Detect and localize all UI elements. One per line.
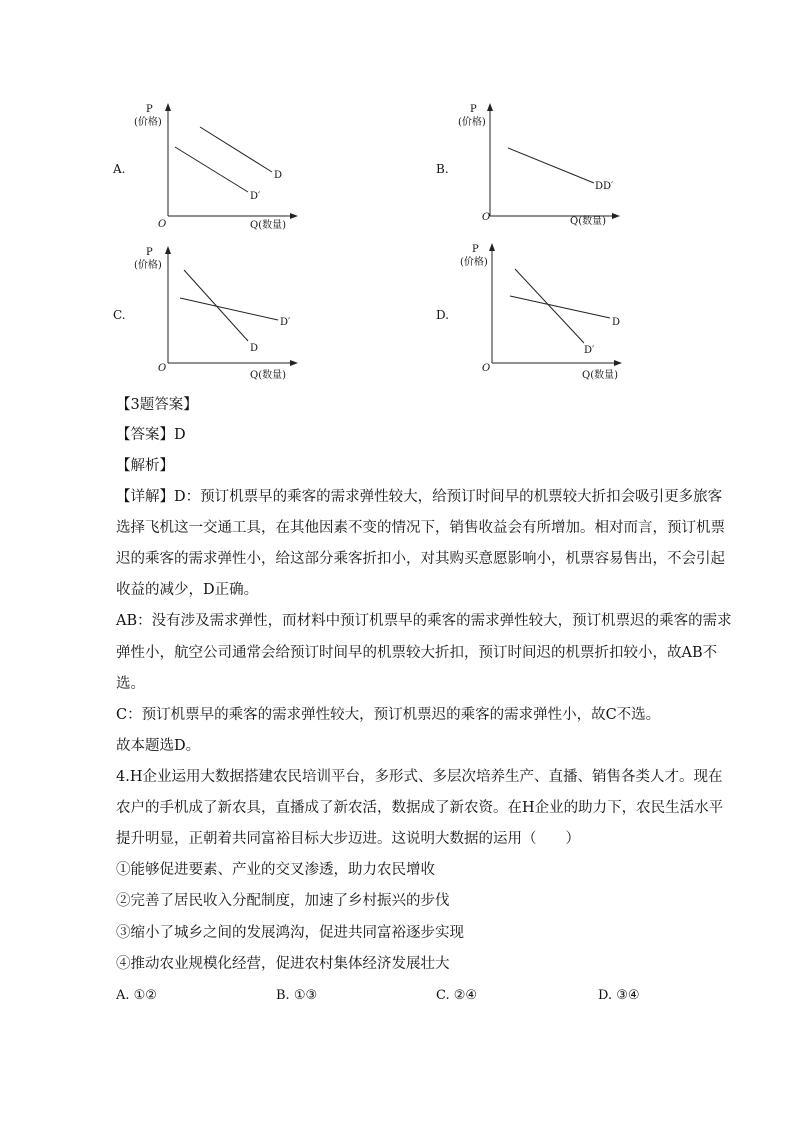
q4-stem-line: 提升明显，正朝着共同富裕目标大步迈进。这说明大数据的运用（ ）: [116, 831, 580, 847]
curve-label-d: D: [612, 317, 621, 328]
curve-label-dd-prime: DD′: [595, 181, 614, 192]
p-axis-arrow: [489, 243, 495, 251]
choice-b[interactable]: B. ①③: [276, 988, 318, 1003]
detail-line: 选择飞机这一交通工具，在其他因素不变的情况下，销售收益会有所增加。相对而言，预订机票: [116, 520, 725, 536]
demand-curve-d: [200, 127, 272, 172]
p-unit-label: (价格): [458, 117, 486, 128]
choice-c[interactable]: C. ②④: [436, 988, 478, 1003]
q-axis-arrow: [290, 360, 298, 366]
p-label: P: [146, 104, 153, 115]
curve-label-d-prime: D′: [584, 345, 595, 356]
choice-a[interactable]: A. ①②: [116, 988, 157, 1003]
detail-line: 【详解】D：预订机票早的乘客的需求弹性较大，给预订时间早的机票较大折扣会吸引更多旅客: [116, 489, 723, 505]
option-c-label: C.: [113, 308, 126, 322]
p-axis-arrow: [487, 103, 493, 111]
statement-2: ②完善了居民收入分配制度，加速了乡村振兴的步伐: [116, 893, 450, 909]
statement-1: ①能够促进要素、产业的交叉渗透，助力农民增收: [116, 862, 435, 878]
demand-curve-dd-prime: [508, 148, 594, 183]
conclusion-line: 故本题选D。: [116, 738, 201, 754]
graph-d: [452, 238, 632, 383]
answer-value: D: [174, 427, 186, 443]
curve-label-d: D: [274, 170, 283, 181]
p-unit-label: (价格): [460, 257, 488, 268]
statement-4: ④推动农业规模化经营，促进农村集体经济发展壮大: [116, 956, 450, 972]
q3-header: 【3题答案】: [116, 397, 198, 413]
q-axis-arrow: [614, 360, 622, 366]
q-label: Q(数量): [582, 370, 619, 381]
graph-a: [130, 100, 310, 235]
demand-curve-d-prime: [175, 147, 248, 192]
q-label: Q(数量): [570, 216, 607, 227]
graph-c: [130, 243, 310, 383]
origin-label: O: [158, 219, 167, 230]
curve-label-d-prime: D′: [280, 317, 291, 328]
p-axis-arrow: [165, 103, 171, 111]
statement-3: ③缩小了城乡之间的发展鸿沟，促进共同富裕逐步实现: [116, 925, 464, 941]
choice-d[interactable]: D. ③④: [598, 988, 640, 1003]
analysis-label: 【解析】: [116, 458, 174, 474]
ab-line: 选。: [116, 676, 145, 692]
p-label: P: [472, 244, 479, 255]
demand-curve-d: [184, 270, 248, 341]
ab-line: AB：没有涉及需求弹性，而材料中预订机票早的乘客的需求弹性较大，预订机票迟的乘客的需求: [116, 613, 732, 629]
detail-line: 迟的乘客的需求弹性小，给这部分乘客折扣小，对其购买意愿影响小，机票容易售出，不会引起: [116, 551, 725, 567]
origin-label: O: [158, 363, 167, 374]
q-label: Q(数量): [250, 220, 287, 231]
answer-label: 【答案】: [116, 427, 174, 443]
q-label: Q(数量): [250, 370, 287, 381]
demand-curve-d-prime: [515, 269, 584, 343]
p-axis-arrow: [165, 246, 171, 254]
p-unit-label: (价格): [134, 117, 162, 128]
option-d-label: D.: [436, 308, 450, 322]
p-label: P: [470, 104, 477, 115]
curve-label-d: D: [250, 343, 259, 354]
ab-line: 弹性小，航空公司通常会给预订时间早的机票较大折扣，预订时间迟的机票折扣较小，故AB不: [116, 645, 718, 661]
origin-label: O: [482, 212, 491, 223]
q4-stem-line: 农户的手机成了新农具，直播成了新农活，数据成了新农资。在H企业的助力下，农民生活水平: [116, 800, 724, 816]
demand-curve-d: [510, 296, 610, 318]
p-label: P: [146, 247, 153, 258]
q-axis-arrow: [290, 213, 298, 219]
detail-line: 收益的减少，D正确。: [116, 582, 259, 598]
origin-label: O: [482, 363, 491, 374]
q-axis-arrow: [612, 213, 620, 219]
demand-curve-d-prime: [180, 298, 278, 320]
graph-b: [452, 100, 632, 235]
option-b-label: B.: [436, 162, 449, 176]
option-a-label: A.: [113, 162, 126, 176]
c-line: C：预订机票早的乘客的需求弹性较大，预订机票迟的乘客的需求弹性小，故C不选。: [116, 707, 661, 723]
q3-answer: [116, 425, 186, 445]
q4-stem-line: 4.H企业运用大数据搭建农民培训平台，多形式、多层次培养生产、直播、销售各类人才。现在: [116, 769, 723, 785]
p-unit-label: (价格): [134, 260, 162, 271]
curve-label-d-prime: D′: [250, 191, 261, 202]
